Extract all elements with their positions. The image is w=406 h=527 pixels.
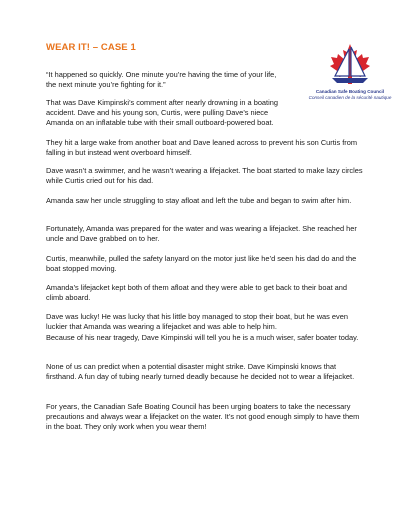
paragraph: Fortunately, Amanda was prepared for the water and was wearing a lifejacket. She reached her uncle and Dave grabbed on to her. xyxy=(46,224,357,244)
paragraph-closing: For years, the Canadian Safe Boating Council has been urging boaters to take the necessary precautions and always wear a lifejacket on the water. It’s not good enough simply to have them in the boat. They only work when you wear them! xyxy=(46,402,360,432)
logo-name-english: Canadian Safe Boating Council xyxy=(315,89,385,94)
csbc-logo xyxy=(302,40,398,106)
paragraph: None of us can predict when a potential disaster might strike. Dave Kimpinski knows that firsthand. A fun day of tubing nearly turned deadly because he decided not to wear a lifejacket. xyxy=(46,362,355,382)
maple-leaf-sailboat-icon xyxy=(302,40,398,90)
paragraph: Because of his near tragedy, Dave Kimpinski will tell you he is a much wiser, safer boater today. xyxy=(46,333,359,342)
paragraph: Dave wasn’t a swimmer, and he wasn’t wearing a lifejacket. The boat started to make lazy circles while Curtis cried out for his dad. xyxy=(46,166,363,186)
paragraph: Amanda’s lifejacket kept both of them afloat and they were able to get back to their boat and climb aboard. xyxy=(46,283,348,303)
paragraph: Dave was lucky! He was lucky that his little boy managed to stop their boat, but he was even luckier that Amanda was wearing a lifejacket and was able to help him. xyxy=(46,312,348,332)
paragraph: Curtis, meanwhile, pulled the safety lanyard on the motor just like he’d seen his dad do and the boat stopped moving. xyxy=(46,254,357,274)
paragraph-quote: “It happened so quickly. One minute you’re having the time of your life, the next minute you’re fighting for it.” xyxy=(46,70,277,90)
paragraph: They hit a large wake from another boat and Dave leaned across to prevent his son Curtis from falling in but instead went overboard himself. xyxy=(46,138,357,158)
logo-name-french: Conseil canadien de la sécurité nautique xyxy=(308,95,392,100)
paragraph-intro: That was Dave Kimpinski’s comment after nearly drowning in a boating accident. Dave and his young son, Curtis, were pulling Dave’s niece Amanda on an inflatable tube with their small outboard-powered boat. xyxy=(46,98,278,128)
document-title: WEAR IT! – CASE 1 xyxy=(46,42,136,53)
paragraph: Amanda saw her uncle struggling to stay afloat and left the tube and began to swim after him. xyxy=(46,196,352,205)
